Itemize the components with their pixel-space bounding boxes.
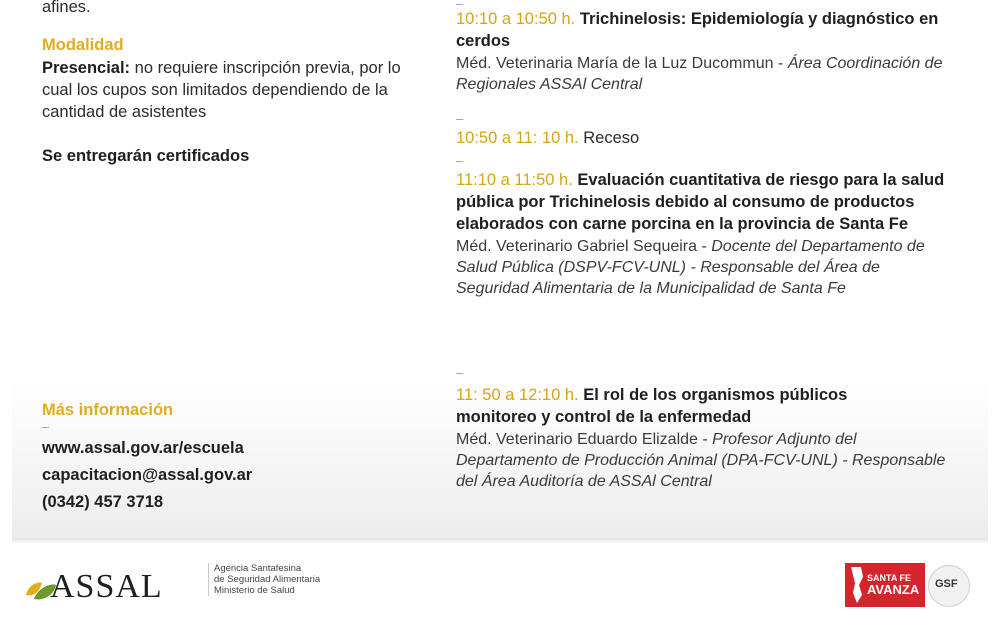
agency-line: Ministerio de Salud: [214, 585, 295, 596]
agency-line: de Seguridad Alimentaria: [214, 574, 321, 585]
break-label: Receso: [583, 129, 640, 147]
sfa-bottom-text: AVANZA: [867, 582, 920, 597]
website-link[interactable]: www.assal.gov.ar/escuela: [42, 439, 244, 457]
talk-title: Trichinelosis: Epidemiología y diagnóstico en cerdos: [456, 10, 939, 50]
intro-tail: afines.: [42, 0, 91, 16]
speaker-role: Profesor Adjunto del Departamento de Producción Animal (DPA-FCV-UNL) - Responsable del Área Auditoría de ASSAl Central: [456, 431, 946, 490]
divider-dash: –: [456, 365, 464, 380]
divider-dash: –: [42, 419, 50, 434]
speaker-name: Méd. Veterinaria María de la Luz Ducommun -: [456, 55, 788, 72]
presencial-label: Presencial:: [42, 59, 131, 77]
sfa-top-text: SANTA FE: [867, 573, 911, 583]
certificados-note: Se entregarán certificados: [42, 147, 250, 165]
province-map-icon: [847, 563, 869, 607]
assal-wordmark: ASSAL: [50, 568, 163, 605]
mas-info-heading: Más información: [42, 401, 174, 419]
speaker-role: Docente del Departamento de Salud Pública (DSPV-FCV-UNL) - Responsable del Área de Seguridad Alimentaria de la Municipalidad de Santa Fe: [456, 238, 925, 297]
time-label: 11:10 a 11:50 h.: [456, 171, 573, 189]
divider-dash: –: [456, 111, 464, 126]
gsf-text: GSF: [935, 578, 958, 590]
speaker-name: Méd. Veterinario Gabriel Sequeira -: [456, 238, 712, 255]
assal-logo: [20, 565, 220, 609]
schedule-item-4: [456, 384, 956, 492]
divider-dash: –: [456, 153, 464, 168]
speaker-name: Méd. Veterinario Eduardo Elizalde -: [456, 431, 713, 448]
email-link[interactable]: capacitacion@assal.gov.ar: [42, 466, 253, 484]
talk-title: El rol de los organismos públicos monitoreo y control de la enfermedad: [456, 386, 848, 426]
time-label: 10:50 a 11: 10 h.: [456, 129, 579, 147]
talk-title: Evaluación cuantitativa de riesgo para la salud pública por Trichinelosis debido al consumo de productos elaborados con carne porcina en la provincia de Santa Fe: [456, 171, 945, 233]
divider-dash: –: [456, 0, 464, 11]
schedule-item-1: [456, 8, 956, 95]
schedule-item-3: [456, 169, 956, 299]
time-label: 10:10 a 10:50 h.: [456, 10, 576, 28]
time-label: 11: 50 a 12:10 h.: [456, 386, 579, 404]
gsf-logo: [928, 565, 970, 607]
schedule-item-2: [456, 127, 956, 149]
phone-number: (0342) 457 3718: [42, 493, 164, 511]
agency-line: Agencia Santafesina: [214, 563, 302, 574]
modalidad-heading: Modalidad: [42, 36, 124, 54]
agency-text: [208, 563, 320, 596]
santa-fe-avanza-logo: [845, 563, 925, 607]
modalidad-text: [42, 57, 417, 123]
speaker-role: Área Coordinación de Regionales ASSAl Central: [456, 55, 943, 93]
presencial-text: no requiere inscripción previa, por lo cual los cupos son limitados dependiendo de la cantidad de asistentes: [42, 59, 401, 121]
